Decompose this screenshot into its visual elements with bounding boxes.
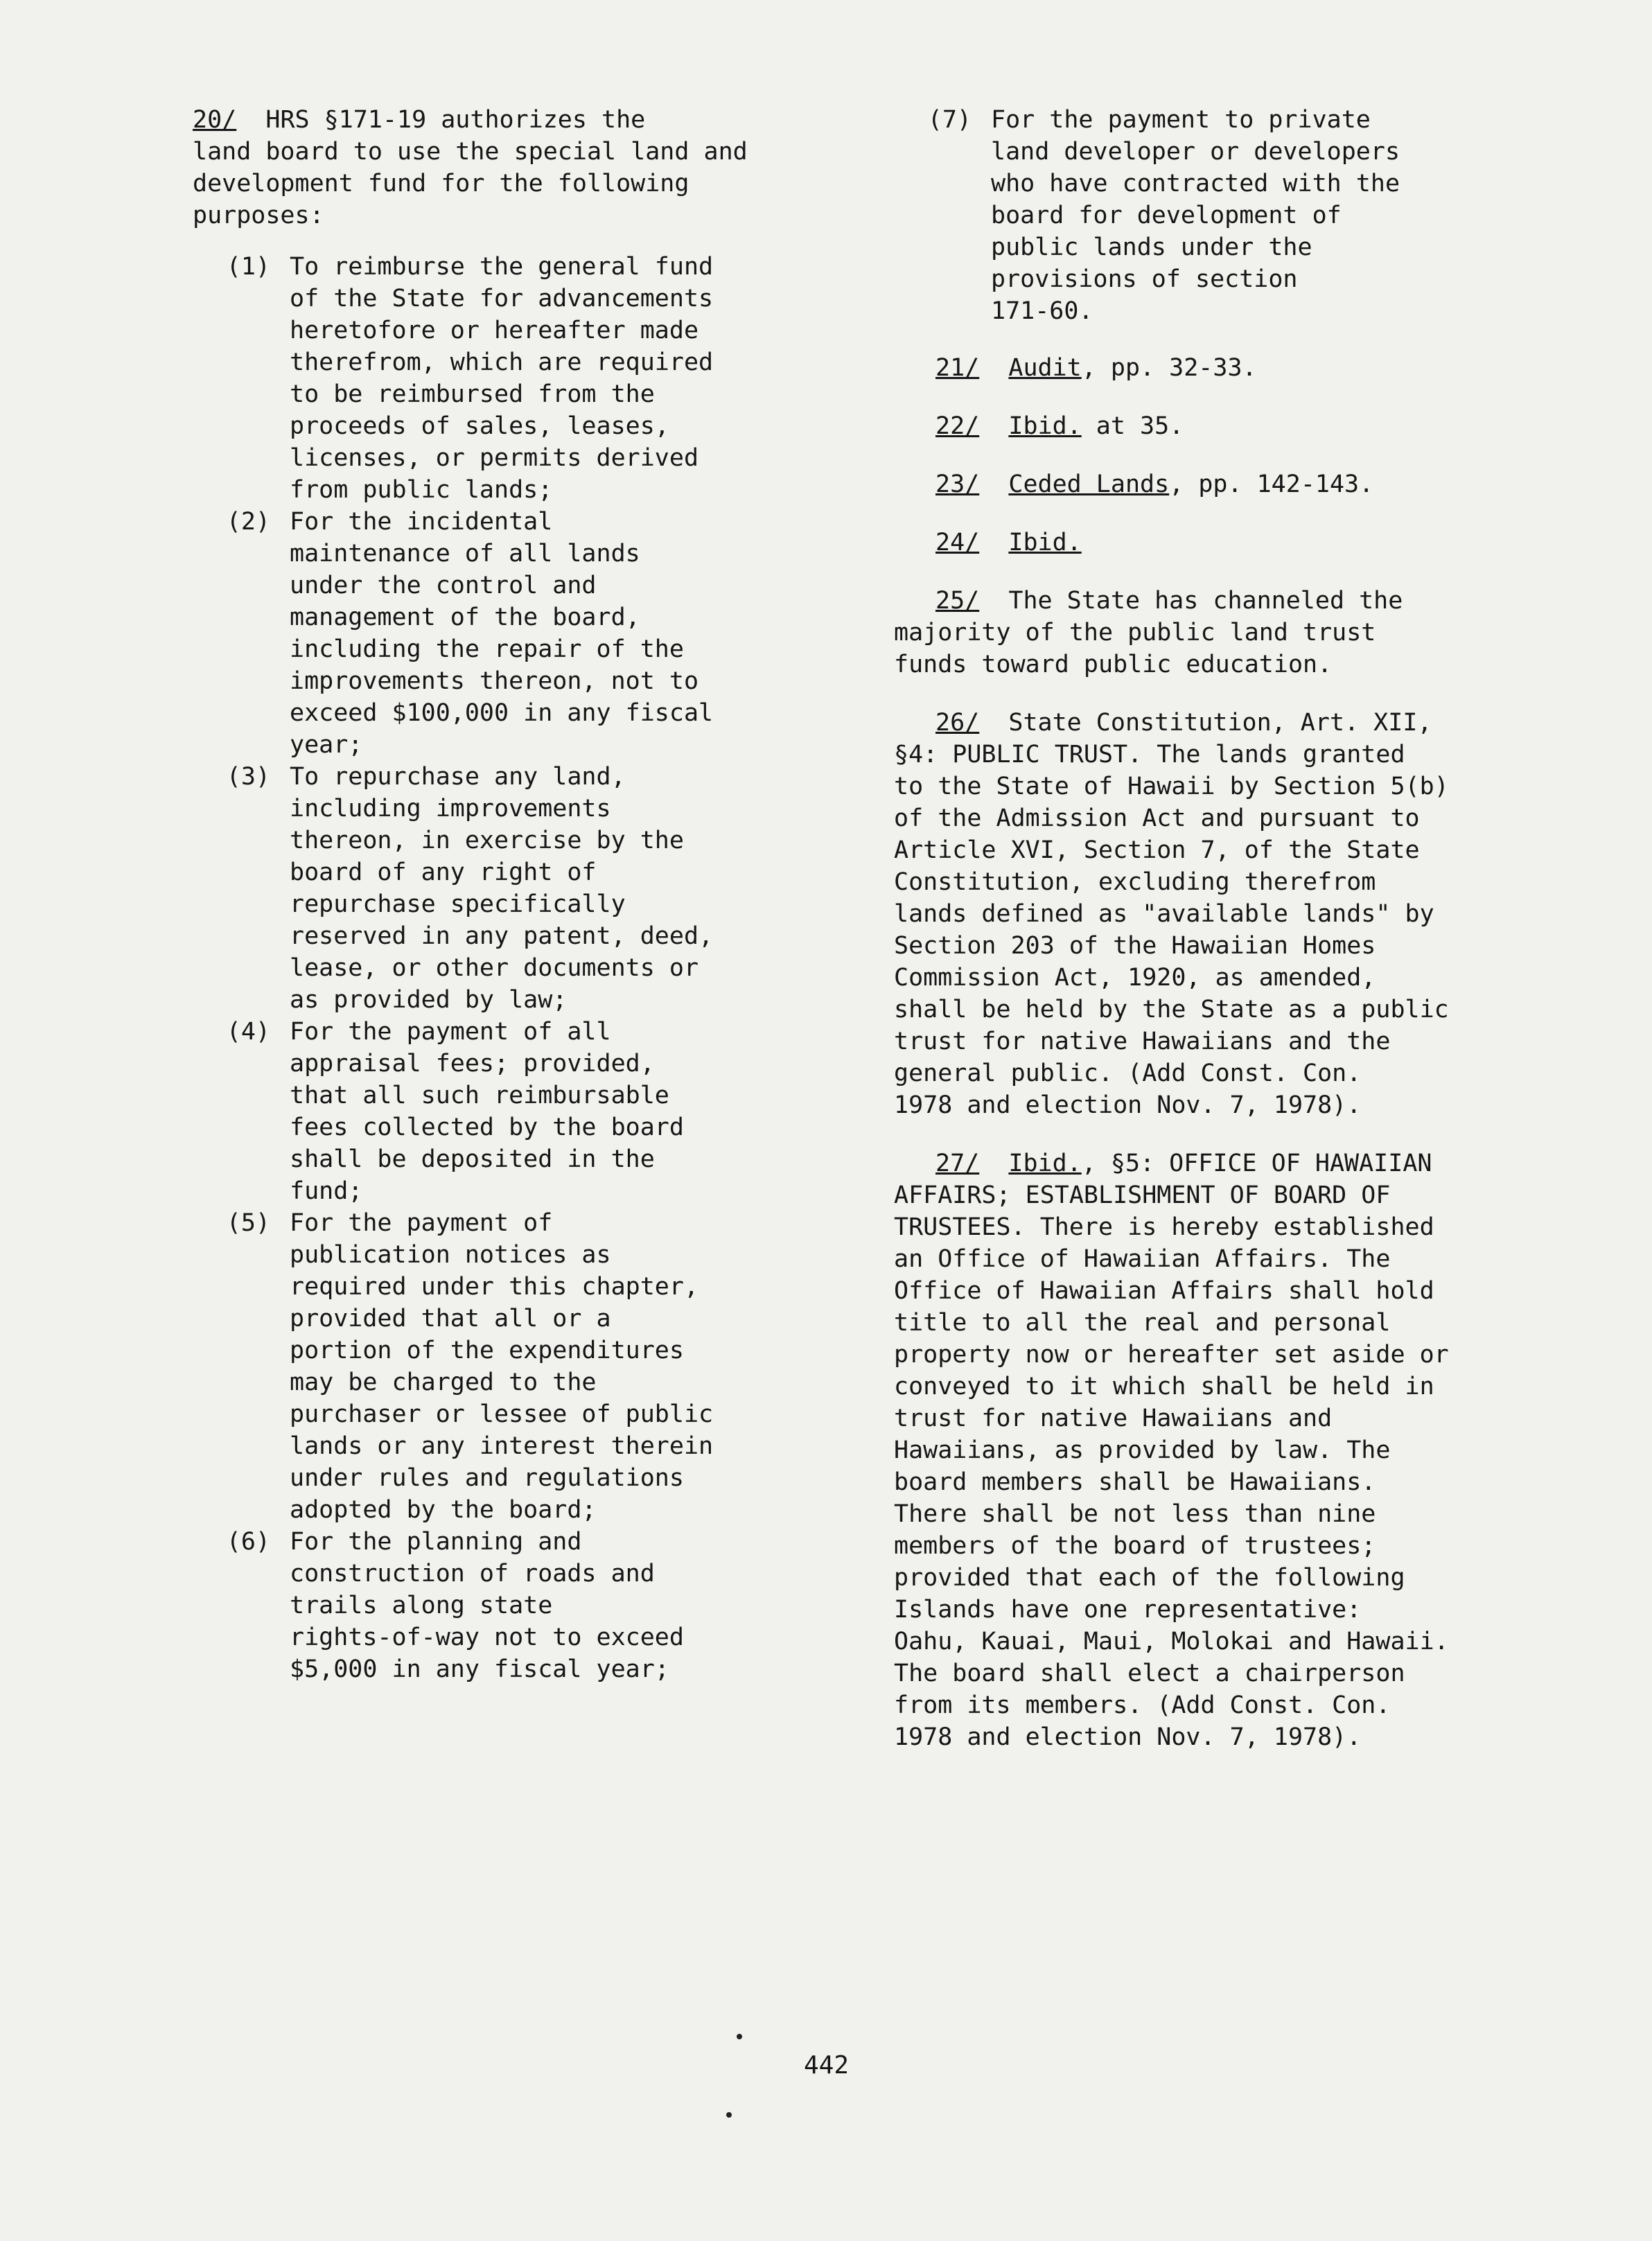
footnote-short	[894, 468, 1559, 500]
footnote-27	[894, 1148, 1559, 1753]
footnote-ref: 21/	[935, 354, 980, 382]
footnote-title: Ceded Lands	[1008, 471, 1170, 498]
footnote-25	[894, 585, 1559, 680]
item-text: To repurchase any land, including improvements thereon, in exercise by the board of any right of repurchase specifically reserved in any patent, deed, lease, or other documents or as provided by law;	[290, 763, 714, 1014]
item-text: For the planning and construction of roads and trails along state rights-of-way not to exceed $5,000 in any fiscal year;	[290, 1528, 684, 1683]
short-notes	[894, 352, 1559, 559]
footnote-text: at 35.	[1081, 412, 1184, 440]
footnote-text: The State has channeled the majority of the public land trust funds toward public education.	[894, 587, 1403, 678]
footnote-title: Ibid.	[1008, 1150, 1082, 1177]
purpose-list	[193, 251, 844, 1685]
item-number: (3)	[226, 763, 270, 791]
purpose-item-7	[894, 104, 1559, 327]
left-column	[193, 104, 844, 1685]
purpose-item	[193, 1016, 844, 1207]
item-text: For the incidental maintenance of all lands under the control and management of the board, including the repair of the improvements thereon, not to exceed $100,000 in any fiscal year;	[290, 508, 714, 759]
footnote-short	[894, 527, 1559, 559]
speck-mark	[726, 2112, 732, 2118]
item-text: For the payment of all appraisal fees; provided, that all such reimbursable fees collected by the board shall be deposited in the fund;	[290, 1018, 684, 1205]
purpose-item	[193, 1207, 844, 1526]
right-column	[894, 104, 1559, 1779]
footnote-short	[894, 352, 1559, 384]
footnote-ref: 23/	[935, 471, 980, 498]
purpose-item	[193, 1526, 844, 1685]
item-text: For the payment to private land developer or developers who have contracted with the board for development of public lands under the provisions of section 171-60.	[991, 106, 1400, 325]
item-number: (7)	[927, 106, 972, 134]
purpose-item	[193, 251, 844, 506]
purpose-item	[193, 761, 844, 1016]
page-number: 442	[804, 2051, 850, 2080]
footnote-text: State Constitution, Art. XII, §4: PUBLIC TRUST. The lands granted to the State of Hawaii by Section 5(b) of the Admission Act and pursuant to Article XVI, Section 7, of the State Constitution, excluding therefrom lands defined as "available lands" by Section 203 of the Hawaiian Homes Commission Act, 1920, as amended, shall be held by the State as a public trust for native Hawaiians and the general public. (Add Const. Con. 1978 and election Nov. 7, 1978).	[894, 709, 1449, 1119]
footnote-short	[894, 410, 1559, 442]
footnote-text: , pp. 32-33.	[1081, 354, 1257, 382]
footnote-ref: 26/	[935, 709, 980, 737]
footnote-ref: 22/	[935, 412, 980, 440]
item-number: (1)	[226, 253, 270, 281]
footnote-ref: 24/	[935, 529, 980, 556]
item-number: (6)	[226, 1528, 270, 1556]
footnote-ref: 20/	[193, 106, 237, 134]
footnote-title: Ibid.	[1008, 529, 1082, 556]
item-text: For the payment of publication notices as required under this chapter, provided that all or a portion of the expenditures may be charged to the purchaser or lessee of public lands or any interest therein under rules and regulations adopted by the board;	[290, 1209, 714, 1524]
footnote-text: , §5: OFFICE OF HAWAIIAN AFFAIRS; ESTABLISHMENT OF BOARD OF TRUSTEES. There is hereby established an Office of Hawaiian Affairs. The Office of Hawaiian Affairs shall hold title to all the real and personal property now or hereafter set aside or conveyed to it which shall be held in trust for native Hawaiians and Hawaiians, as provided by law. The board members shall be Hawaiians. There shall be not less than nine members of the board of trustees; provided that each of the following Islands have one representative: Oahu, Kauai, Maui, Molokai and Hawaii. The board shall elect a chairperson from its members. (Add Const. Con. 1978 and election Nov. 7, 1978).	[894, 1150, 1449, 1751]
footnote-20	[193, 104, 844, 231]
item-text: To reimburse the general fund of the State for advancements heretofore or hereafter made therefrom, which are required to be reimbursed from the proceeds of sales, leases, licenses, or permits derived from public lands;	[290, 253, 714, 504]
footnote-title: Audit	[1008, 354, 1082, 382]
footnote-ref: 25/	[935, 587, 980, 615]
footnote-title: Ibid.	[1008, 412, 1082, 440]
item-number: (2)	[226, 508, 270, 536]
footnote-26	[894, 707, 1559, 1121]
footnote-text: , pp. 142-143.	[1169, 471, 1374, 498]
item-number: (5)	[226, 1209, 270, 1237]
footnote-ref: 27/	[935, 1150, 980, 1177]
purpose-item	[193, 506, 844, 761]
footnote-text: HRS §171-19 authorizes the land board to use the special land and development fund for the following purposes:	[193, 106, 748, 229]
speck-mark	[737, 2034, 742, 2039]
item-number: (4)	[226, 1018, 270, 1046]
